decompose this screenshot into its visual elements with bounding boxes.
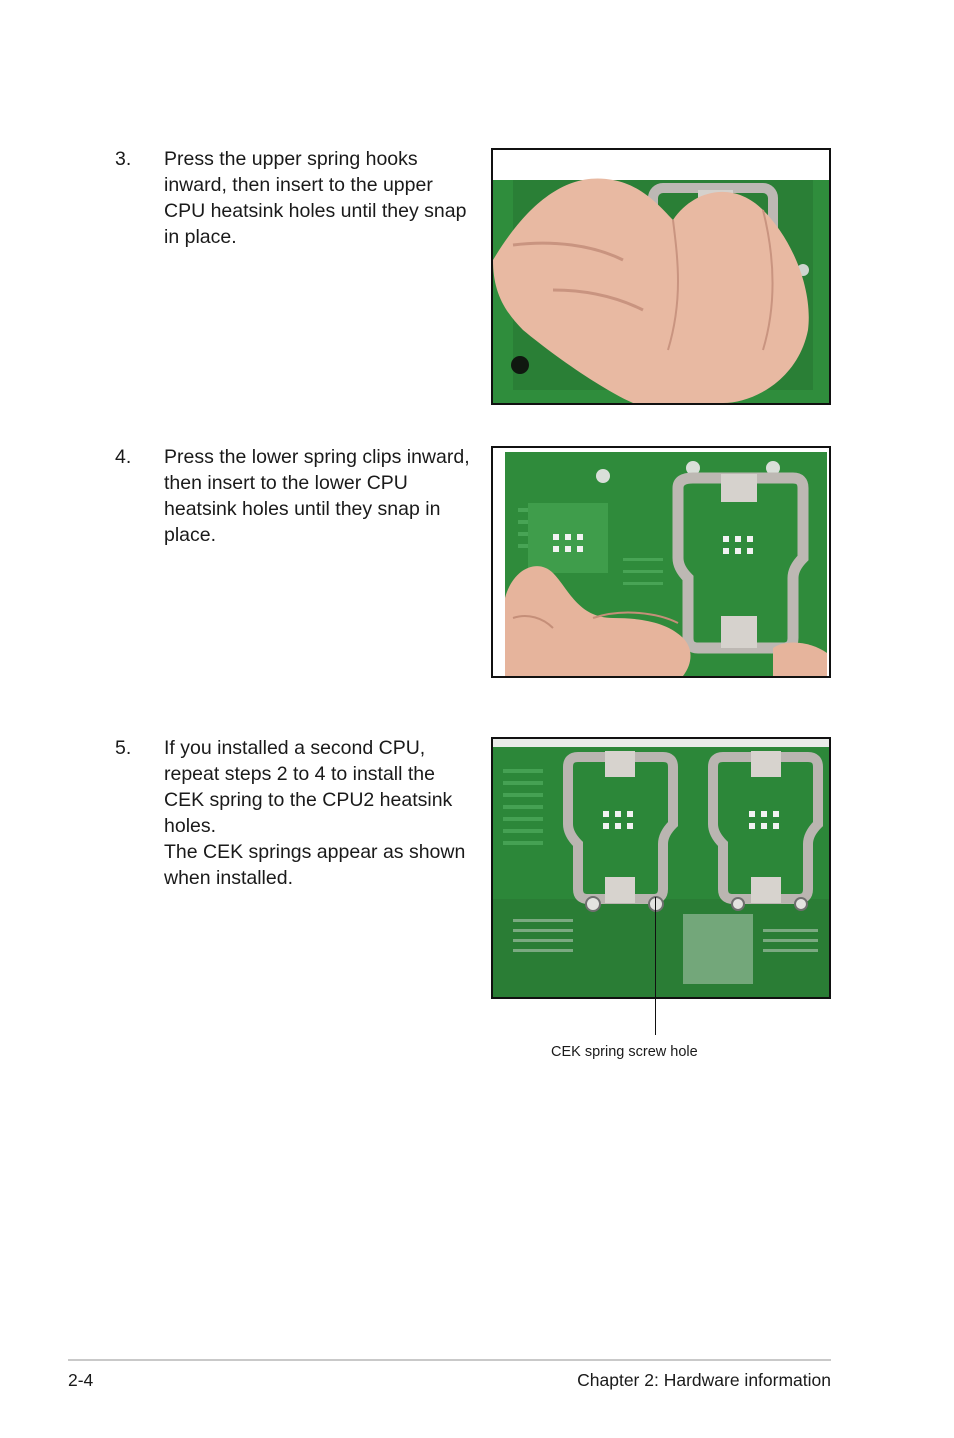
chapter-title: Chapter 2: Hardware information: [577, 1370, 831, 1390]
step-number: 3.: [115, 148, 132, 170]
photo-illustration: [493, 448, 829, 676]
photo-illustration: [493, 150, 829, 403]
step-text: [164, 735, 476, 891]
photo-cek-springs-installed: [491, 737, 831, 999]
step-text: [164, 444, 476, 548]
step-text: [164, 146, 476, 250]
photo-lower-spring-clips: [491, 446, 831, 678]
step-number: 5.: [115, 737, 132, 759]
step-paragraph: The CEK springs appear as shown when installed.: [164, 841, 466, 889]
photo-illustration: [493, 739, 829, 997]
step-number: 4.: [115, 446, 132, 468]
photo-upper-spring-hooks: [491, 148, 831, 405]
callout-label: CEK spring screw hole: [551, 1044, 698, 1060]
step-paragraph: Press the upper spring hooks inward, then insert to the upper CPU heatsink holes until they snap in place.: [164, 148, 467, 248]
footer-divider: [68, 1359, 831, 1361]
step-paragraph: If you installed a second CPU, repeat steps 2 to 4 to install the CEK spring to the CPU2 heatsink holes.: [164, 737, 453, 837]
callout-leader-line: [655, 897, 656, 1035]
step-paragraph: Press the lower spring clips inward, then insert to the lower CPU heatsink holes until they snap in place.: [164, 446, 470, 546]
page-number: 2-4: [68, 1370, 94, 1390]
